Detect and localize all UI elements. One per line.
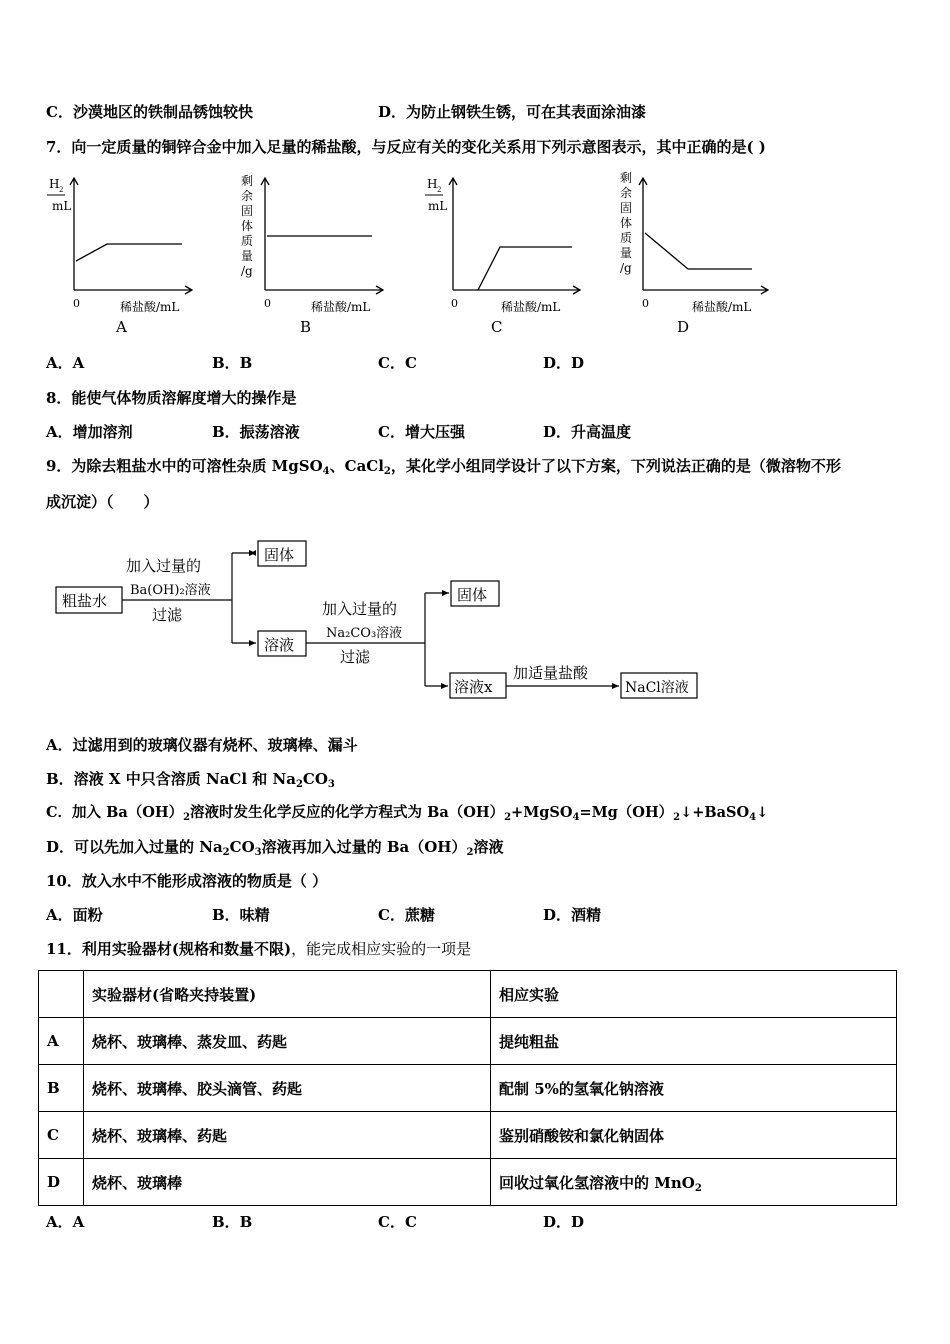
graph-b xyxy=(261,178,383,294)
q11-option-b: B．B xyxy=(212,1213,253,1231)
flow-solution-x: 溶液x xyxy=(454,678,493,696)
graph-d xyxy=(639,178,768,294)
q8-option-c: C．增大压强 xyxy=(378,423,465,441)
flow-solid2: 固体 xyxy=(457,586,488,604)
table-cell-experiment: 回收过氧化氢溶液中的 MnO$_2$ xyxy=(491,1159,897,1206)
flow-step2-bottom: 过滤 xyxy=(340,648,371,666)
graph-c-ylabel-sub: 2 xyxy=(437,186,442,194)
graph-d-ylabel-3: 固 xyxy=(620,201,633,215)
q8-option-d: D．升高温度 xyxy=(543,423,632,441)
graph-b-label: B xyxy=(300,318,312,336)
table-row xyxy=(39,1112,897,1159)
graph-c-origin: 0 xyxy=(451,297,458,310)
flow-step1-top: 加入过量的 xyxy=(126,557,202,575)
q9-option-b: B．溶液 X 中只含溶质 NaCl 和 $Na_2CO_3$ xyxy=(46,770,335,790)
graph-a xyxy=(70,178,192,294)
q6-option-d: D．为防止钢铁生锈，可在其表面涂油漆 xyxy=(378,103,647,121)
table-cell-equipment: 烧杯、玻璃棒、蒸发皿、药匙 xyxy=(84,1018,491,1065)
q10-option-c: C．蔗糖 xyxy=(378,906,435,924)
graph-c xyxy=(449,178,580,294)
graph-a-xlabel: 稀盐酸/mL xyxy=(120,300,180,314)
graph-c-xlabel: 稀盐酸/mL xyxy=(501,300,561,314)
graph-c-curve xyxy=(478,247,572,290)
q9-option-a: A．过滤用到的玻璃仪器有烧杯、玻璃棒、漏斗 xyxy=(46,736,358,754)
q9-stem-line1: 9．为除去粗盐水中的可溶性杂质 MgSO$_4$、CaCl$_2$，某化学小组同学设计了以下方案，下列说法正确的是（微溶物不形 xyxy=(46,457,841,477)
graph-b-ylabel-7: /g xyxy=(241,264,253,278)
q7-option-b: B．B xyxy=(212,354,253,372)
graph-b-ylabel-1: 剩 xyxy=(241,174,254,188)
q7-graphs xyxy=(0,168,950,343)
table-cell-experiment: 鉴别硝酸铵和氯化钠固体 xyxy=(491,1112,897,1159)
q9-flowchart xyxy=(0,530,950,710)
graph-d-ylabel-1: 剩 xyxy=(620,171,633,185)
q11-stem: 11．利用实验器材(规格和数量不限)，能完成相应实验的一项是 xyxy=(46,940,472,958)
q8-option-b: B．振荡溶液 xyxy=(212,423,300,441)
table-row xyxy=(39,1018,897,1065)
flow-start: 粗盐水 xyxy=(62,592,108,610)
table-cell-equipment: 烧杯、玻璃棒 xyxy=(84,1159,491,1206)
graph-d-label: D xyxy=(677,318,690,336)
table-header-cell: 实验器材(省略夹持装置) xyxy=(84,971,491,1018)
table-row xyxy=(39,1065,897,1112)
flow-step3: 加适量盐酸 xyxy=(513,664,589,682)
q7-option-c: C．C xyxy=(378,354,417,372)
table-cell-label: A xyxy=(39,1018,84,1065)
graph-c-label: C xyxy=(491,318,503,336)
table-row xyxy=(39,1159,897,1206)
table-header-cell: 相应实验 xyxy=(491,971,897,1018)
flow-step1-reagent: Ba(OH)₂溶液 xyxy=(130,583,211,598)
graph-c-ylabel: H xyxy=(427,177,438,191)
table-cell-experiment: 配制 5%的氢氧化钠溶液 xyxy=(491,1065,897,1112)
q10-option-a: A．面粉 xyxy=(46,906,103,924)
graph-d-ylabel-5: 质 xyxy=(620,231,633,245)
graph-a-curve xyxy=(76,244,182,261)
table-cell-label: D xyxy=(39,1159,84,1206)
flow-step2-top: 加入过量的 xyxy=(322,600,398,618)
q10-option-b: B．味精 xyxy=(212,906,270,924)
graph-d-ylabel-2: 余 xyxy=(620,186,633,200)
graph-d-ylabel-4: 体 xyxy=(620,216,633,230)
q11-option-c: C．C xyxy=(378,1213,417,1231)
graph-b-xlabel: 稀盐酸/mL xyxy=(311,300,371,314)
graph-c-ylabel-unit: mL xyxy=(428,199,448,213)
table-cell-label: B xyxy=(39,1065,84,1112)
graph-b-ylabel-6: 量 xyxy=(241,249,254,263)
table-cell-equipment: 烧杯、玻璃棒、胶头滴管、药匙 xyxy=(84,1065,491,1112)
graph-d-xlabel: 稀盐酸/mL xyxy=(692,300,752,314)
q11-option-d: D．D xyxy=(543,1213,585,1231)
graph-d-ylabel-7: /g xyxy=(620,261,632,275)
flow-final: NaCl溶液 xyxy=(625,680,689,696)
graph-a-ylabel-unit: mL xyxy=(52,199,72,213)
q8-stem: 8．能使气体物质溶解度增大的操作是 xyxy=(46,389,297,407)
graph-a-ylabel: H xyxy=(49,177,60,191)
table-cell-label: C xyxy=(39,1112,84,1159)
q9-option-c: C．加入 $Ba(OH)_2$溶液时发生化学反应的化学方程式为 $Ba(OH)_2+MgSO_4=Mg(OH)_2↓+BaSO_4↓$ xyxy=(46,804,769,823)
graph-b-ylabel-5: 质 xyxy=(241,234,254,248)
table-header-cell xyxy=(39,971,84,1018)
graph-d-origin: 0 xyxy=(642,297,649,310)
q7-option-d: D．D xyxy=(543,354,585,372)
q11-option-a: A．A xyxy=(46,1213,85,1231)
graph-b-ylabel-4: 体 xyxy=(241,219,254,233)
q10-stem: 10．放入水中不能形成溶液的物质是（ ） xyxy=(46,872,328,890)
q7-option-a: A．A xyxy=(46,354,85,372)
graph-a-ylabel-sub: 2 xyxy=(59,186,64,194)
q11-table xyxy=(38,970,897,1206)
q6-option-c: C．沙漠地区的铁制品锈蚀较快 xyxy=(46,103,253,121)
flow-step2-reagent: Na₂CO₃溶液 xyxy=(326,626,403,641)
table-cell-experiment: 提纯粗盐 xyxy=(491,1018,897,1065)
flow-solid1: 固体 xyxy=(264,546,295,564)
q9-stem-line2: 成沉淀）（ ） xyxy=(46,493,159,511)
graph-a-label: A xyxy=(116,318,127,336)
flow-step1-bottom: 过滤 xyxy=(152,606,183,624)
graph-b-ylabel-3: 固 xyxy=(241,204,254,218)
flow-solution1: 溶液 xyxy=(264,636,295,654)
graph-a-origin: 0 xyxy=(73,297,80,310)
graph-d-ylabel-6: 量 xyxy=(620,246,633,260)
table-cell-equipment: 烧杯、玻璃棒、药匙 xyxy=(84,1112,491,1159)
q10-option-d: D．酒精 xyxy=(543,906,602,924)
graph-b-ylabel-2: 余 xyxy=(241,189,254,203)
q8-option-a: A．增加溶剂 xyxy=(46,423,133,441)
graph-b-origin: 0 xyxy=(264,297,271,310)
table-header-row xyxy=(39,971,897,1018)
q7-stem: 7．向一定质量的铜锌合金中加入足量的稀盐酸，与反应有关的变化关系用下列示意图表示，其中正确的是( ) xyxy=(46,138,766,156)
graph-d-curve xyxy=(645,233,752,269)
q9-option-d: D．可以先加入过量的 $Na_2CO_3$溶液再加入过量的 $Ba(OH)_2$溶液 xyxy=(46,838,504,858)
